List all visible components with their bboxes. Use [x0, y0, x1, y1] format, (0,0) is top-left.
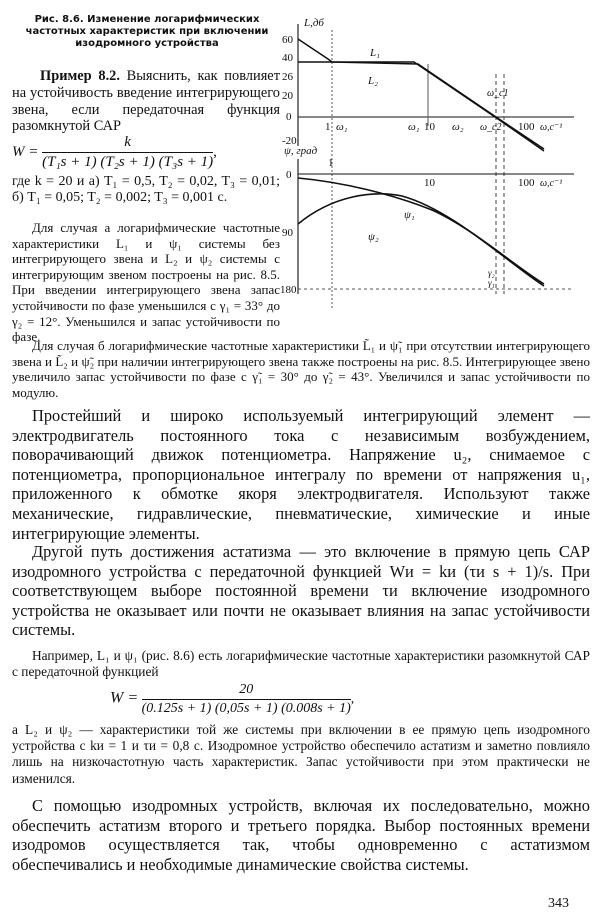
- formula-1: [12, 134, 280, 171]
- top-x-tick: 1: [325, 121, 331, 133]
- formula-2: [110, 682, 530, 717]
- example2-after: а L₂ и ψ₂ — характеристики той же системы при включении в ее прямую цепь изодромного устройства с kи = 1 и τи = 0,8 с. Изодромное устройство обеспечило астатизм и заметно повлияло лишь на низкочастотную часть характеристик. Запас устойчивости при этом практически не изменился.: [12, 722, 590, 786]
- top-x-tick: ω₁: [408, 121, 420, 133]
- top-x-tick: ω_c2: [480, 122, 502, 133]
- page-number: 343: [548, 896, 569, 911]
- bottom-y-tick: 180: [280, 284, 297, 296]
- bottom-x-tick: 1: [328, 157, 334, 169]
- bottom-y-label: ψ, град: [284, 145, 318, 157]
- bottom-x-tick: 100: [518, 177, 535, 189]
- top-y-tick: 0: [286, 111, 292, 123]
- curve-label-psi1: ψ₁: [404, 209, 415, 221]
- formula-1-den: (T₁s + 1) (T₂s + 1) (T₃s + 1): [42, 154, 214, 170]
- top-x-tick: ω₂: [452, 121, 464, 133]
- main-paragraph-3: С помощью изодромных устройств, включая их последовательно, можно обеспечить астатизм второго и третьего порядка. Выбор постоянных времени изодромов осуществляется так, чтобы одновременно с астатизмом обеспечивались и необходимые динамические свойства системы.: [12, 796, 590, 874]
- main-paragraph-1: Простейший и широко используемый интегрирующий элемент — электродвигатель постоянного тока с независимым возбуждением, поворачивающий движок потенциометра. Напряжение u₂, снимаемое с потенциометра, пропорциональное интегралу по времени от напряжения u₁, приложенного к обмотке якоря электродвигателя. Используют также механические, гидравлические, пневматические, химические и иные интегрирующие элементы.: [12, 406, 590, 543]
- bode-figure: [282, 14, 594, 310]
- example-para-a: Для случая а логарифмические частотные характеристики L₁ и ψ₁ системы без интегрирующего звена и L₂ и ψ₂ системы с интегрирующим звеном построены на рис. 8.5. При введении интегрирующего звена запас устойчивости по фазе уменьшился с γ₁ = 33° до γ₂ = 12°. Уменьшился и запас устойчивости по фазе.: [12, 220, 280, 345]
- formula-2-lhs: W =: [110, 689, 139, 707]
- curve-label-L1: L₁: [370, 47, 380, 59]
- margin-label: γ₁: [488, 278, 495, 288]
- top-x-tick: ω,c⁻¹: [540, 122, 563, 133]
- formula-1-fraction: [42, 134, 213, 171]
- bottom-x-tick: ω,c⁻¹: [540, 178, 563, 189]
- bottom-y-tick: 90: [282, 227, 293, 239]
- example-intro: [12, 68, 280, 135]
- top-y-tick: 20: [282, 90, 293, 102]
- formula-2-num: 20: [142, 682, 351, 700]
- top-y-tick: 40: [282, 52, 293, 64]
- formula-2-tail: ,: [350, 691, 355, 707]
- formula-2-den: (0.125s + 1) (0,05s + 1) (0.008s + 1): [141, 701, 351, 716]
- example-params: где k = 20 и а) T₁ = 0,5, T₂ = 0,02, T₃ = 0,01; б) T₁ = 0,05; T₂ = 0,002; T₃ = 0,001 с.: [12, 174, 280, 205]
- top-y-tick: -20: [282, 135, 297, 147]
- top-x-tick: 100: [518, 121, 535, 133]
- curve-L2: [298, 62, 544, 151]
- margin-label: γ₂: [488, 268, 495, 278]
- top-y-label: L,дб: [304, 17, 324, 29]
- bottom-y-tick: 0: [286, 169, 292, 181]
- example-heading: Пример 8.2.: [40, 68, 120, 84]
- top-x-tick: 10: [424, 121, 435, 133]
- example-text: Выяснить, как повлияет на устойчивость введение интегрирующего звена, если передаточная функция разомкнутой САР: [12, 68, 280, 135]
- main-paragraph-2: Другой путь достижения астатизма — это включение в прямую цепь САР изодромного устройства с передаточной функцией Wи = kи (τи s + 1)/s. При соответствующем выборе постоянной времени τи включение изодромного устройства не оказывает или почти не оказывает влияния на запас устойчивости системы.: [12, 542, 590, 640]
- top-y-tick: 26: [282, 71, 293, 83]
- formula-1-lhs: W =: [12, 143, 39, 160]
- formula-1-tail: ,: [213, 143, 217, 160]
- example-para-b: Для случая б логарифмические частотные характеристики L̃₁ и ψ̃₁ при отсутствии интегрирующего звена и L̃₂ и ψ̃₂ при наличии интегрирующего звена также построены на рис. 8.5. Интегрирующее звено увеличило запас устойчивости по фазе с γ̃₁ = 30° до γ̃₂ = 43°. Увеличился и запас устойчивости по модулю.: [12, 338, 590, 400]
- top-x-tick: ω₁: [336, 121, 348, 133]
- example2-intro: Например, L₁ и ψ₁ (рис. 8.6) есть логарифмические частотные характеристики разомкнутой САР с передаточной функцией: [12, 648, 590, 680]
- formula-1-num: k: [42, 134, 213, 153]
- curve-psi2: [298, 194, 544, 286]
- top-y-tick: 60: [282, 34, 293, 46]
- curve-label-psi2: ψ₂: [368, 231, 379, 243]
- curve-psi1: [298, 178, 544, 284]
- formula-2-fraction: [142, 682, 351, 717]
- crossover-label: ω_c1: [487, 88, 509, 99]
- bottom-x-tick: 10: [424, 177, 435, 189]
- curve-label-L2: L₂: [368, 75, 378, 87]
- figure-caption: Рис. 8.6. Изменение логарифмических частотных характеристик при включении изодромного устройства: [25, 14, 269, 49]
